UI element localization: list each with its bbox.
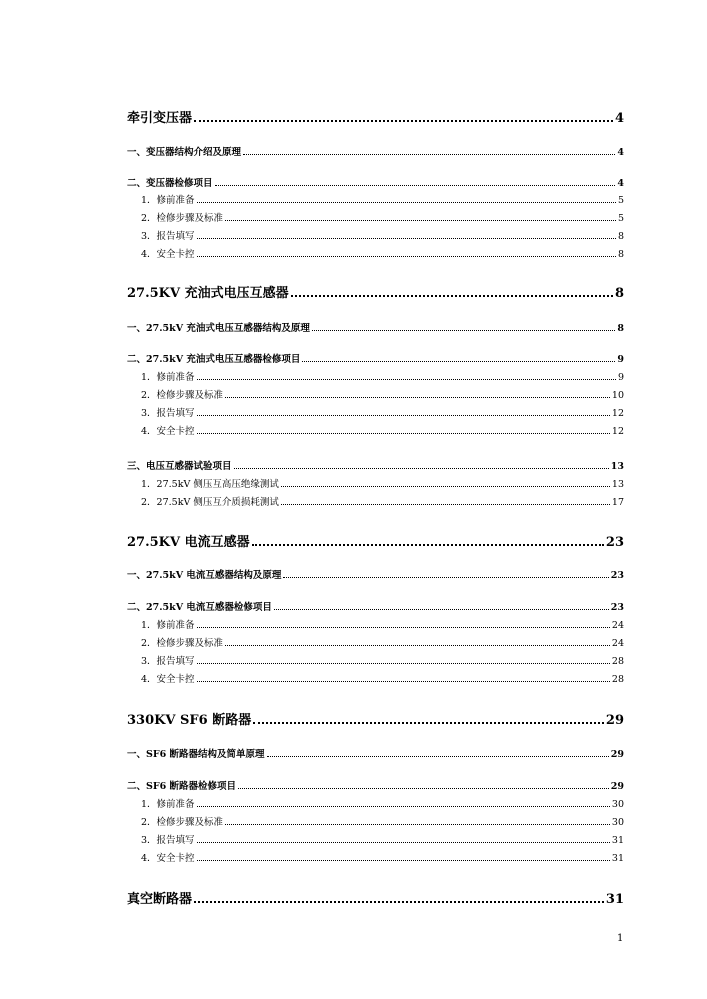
toc-leader-dots [225,219,616,221]
toc-leader-dots [312,329,615,331]
toc-leader-dots [197,432,610,434]
toc-entry[interactable] [127,391,624,401]
toc-entry-page: 9 [617,354,624,365]
toc-entry[interactable] [127,657,624,667]
toc-entry-page: 31 [611,853,624,864]
toc-entry[interactable] [127,498,624,508]
toc-leader-dots [197,255,616,257]
toc-entry[interactable] [127,782,624,792]
toc-leader-dots [302,360,615,362]
toc-entry-page: 28 [611,656,624,667]
toc-entry[interactable] [127,324,624,334]
toc-entry-label: 二、27.5kV 电流互感器检修项目 [127,602,272,613]
toc-leader-dots [252,543,604,546]
toc-leader-dots [234,467,609,469]
toc-leader-dots [194,900,604,903]
toc-entry-label: 27.5KV 电流互感器 [127,535,250,550]
toc-entry-label: 二、变压器检修项目 [127,178,213,189]
toc-leader-dots [197,237,616,239]
toc-entry-page: 13 [611,479,624,490]
toc-entry-label: 三、电压互感器试验项目 [127,461,232,472]
toc-entry[interactable] [127,621,624,631]
toc-leader-dots [197,201,616,203]
toc-leader-dots [215,184,616,186]
toc-entry[interactable] [127,800,624,810]
toc-leader-dots [197,859,610,861]
toc-entry[interactable] [127,287,624,300]
toc-entry-page: 29 [610,749,624,760]
toc-entry[interactable] [127,818,624,828]
toc-entry-label: 二、SF6 断路器检修项目 [127,781,237,792]
toc-entry[interactable] [127,196,624,206]
toc-leader-dots [225,644,610,646]
toc-entry[interactable] [127,179,624,189]
toc-leader-dots [291,294,613,297]
toc-entry-label: 27.5KV 充油式电压互感器 [127,286,289,301]
toc-entry[interactable] [127,355,624,365]
toc-entry-page: 31 [611,835,624,846]
toc-entry[interactable] [127,373,624,383]
toc-leader-dots [238,787,609,789]
toc-leader-dots [281,503,610,505]
toc-entry[interactable] [127,214,624,224]
toc-entry[interactable] [127,480,624,490]
toc-entry[interactable] [127,427,624,437]
toc-entry[interactable] [127,112,624,125]
toc-entry-label: 1．修前准备 [141,195,195,206]
toc-entry-page: 30 [611,817,624,828]
toc-entry[interactable] [127,571,624,581]
toc-entry-label: 2．检修步骤及标准 [141,817,224,828]
toc-entry-page: 23 [610,570,624,581]
toc-entry[interactable] [127,750,624,760]
toc-leader-dots [281,485,610,487]
toc-entry-page: 8 [617,231,624,242]
toc-leader-dots [225,823,610,825]
toc-entry-page: 5 [617,195,624,206]
toc-entry[interactable] [127,893,624,906]
toc-entry-label: 一、变压器结构介绍及原理 [127,147,242,158]
toc-entry-label: 2．检修步骤及标准 [141,390,224,401]
toc-leader-dots [253,721,604,724]
toc-entry-page: 23 [610,602,624,613]
toc-entry-label: 真空断路器 [127,892,193,907]
toc-entry-label: 2．检修步骤及标准 [141,213,224,224]
toc-entry-label: 4．安全卡控 [141,249,195,260]
toc-entry-page: 29 [610,781,624,792]
toc-entry-page: 28 [611,674,624,685]
toc-entry-label: 二、27.5kV 充油式电压互感器检修项目 [127,354,301,365]
toc-leader-dots [197,662,610,664]
toc-entry-page: 9 [617,372,624,383]
toc-entry[interactable] [127,639,624,649]
toc-leader-dots [197,680,610,682]
toc-leader-dots [197,626,610,628]
toc-entry-page: 8 [617,249,624,260]
toc-entry[interactable] [127,714,624,727]
toc-entry[interactable] [127,536,624,549]
toc-entry[interactable] [127,854,624,864]
toc-entry-page: 24 [611,620,624,631]
toc-entry-page: 24 [611,638,624,649]
toc-leader-dots [197,841,610,843]
toc-entry-label: 4．安全卡控 [141,426,195,437]
toc-leader-dots [194,119,613,122]
toc-leader-dots [225,396,610,398]
toc-entry-label: 一、27.5kV 电流互感器结构及原理 [127,570,282,581]
toc-entry-label: 4．安全卡控 [141,674,195,685]
toc-entry[interactable] [127,148,624,158]
toc-entry-page: 5 [617,213,624,224]
toc-entry-page: 23 [605,535,624,550]
toc-entry-label: 3．报告填写 [141,835,195,846]
toc-entry[interactable] [127,232,624,242]
toc-entry-page: 8 [614,286,624,301]
toc-leader-dots [197,378,616,380]
toc-entry-label: 1．27.5kV 侧压互高压绝缘测试 [141,479,279,490]
page-number: 1 [617,933,624,944]
toc-entry-label: 一、SF6 断路器结构及简单原理 [127,749,265,760]
toc-entry-label: 3．报告填写 [141,231,195,242]
toc-leader-dots [243,153,615,155]
toc-entry-page: 10 [611,390,624,401]
toc-leader-dots [197,805,610,807]
toc-entry[interactable] [127,675,624,685]
toc-entry-page: 30 [611,799,624,810]
toc-entry-page: 31 [605,892,624,907]
toc-entry-label: 1．修前准备 [141,372,195,383]
toc-entry-label: 330KV SF6 断路器 [127,713,252,728]
toc-leader-dots [197,414,610,416]
toc-entry-page: 12 [611,426,624,437]
toc-entry-label: 1．修前准备 [141,799,195,810]
toc-entry-page: 4 [617,147,624,158]
toc-entry[interactable] [127,836,624,846]
toc-entry-label: 2．检修步骤及标准 [141,638,224,649]
toc-entry-label: 4．安全卡控 [141,853,195,864]
toc-entry-page: 4 [617,178,624,189]
toc-leader-dots [283,576,608,578]
toc-entry-label: 1．修前准备 [141,620,195,631]
toc-leader-dots [267,755,609,757]
toc-entry-page: 4 [614,111,624,126]
toc-entry-page: 12 [611,408,624,419]
toc-leader-dots [274,608,609,610]
toc-entry-label: 3．报告填写 [141,656,195,667]
toc-entry-page: 29 [605,713,624,728]
toc-entry-page: 17 [611,497,624,508]
toc-entry-page: 8 [617,323,624,334]
toc-entry-label: 牵引变压器 [127,111,193,126]
toc-entry-page: 13 [610,461,624,472]
toc-entry[interactable] [127,462,624,472]
toc-entry[interactable] [127,250,624,260]
toc-entry[interactable] [127,603,624,613]
toc-entry[interactable] [127,409,624,419]
toc-entry-label: 2．27.5kV 侧压互介质损耗测试 [141,497,279,508]
toc-entry-label: 3．报告填写 [141,408,195,419]
toc-entry-label: 一、27.5kV 充油式电压互感器结构及原理 [127,323,310,334]
